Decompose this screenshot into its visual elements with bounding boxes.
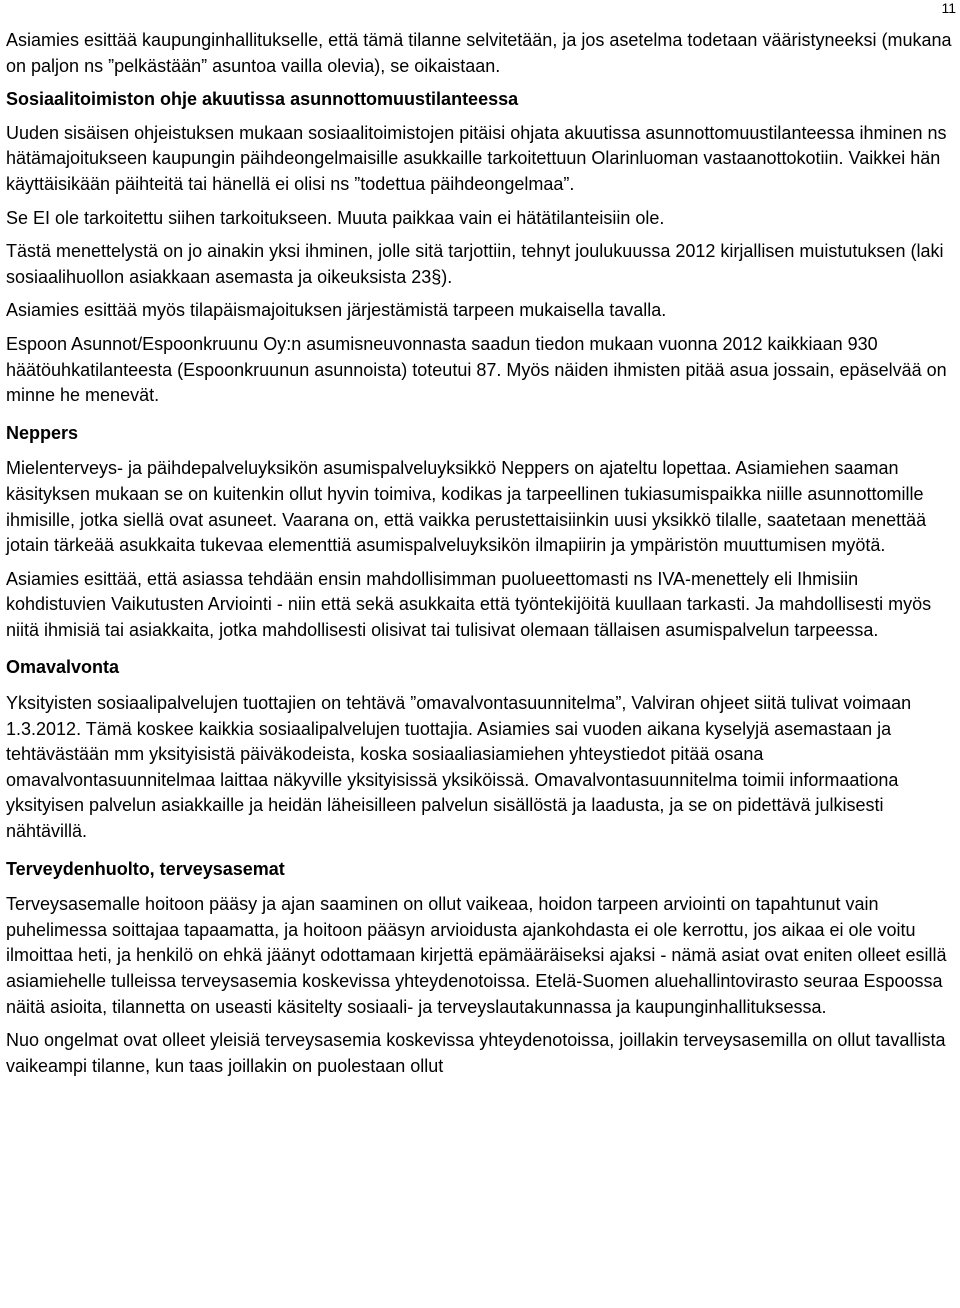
page-number: 11 — [941, 0, 956, 16]
paragraph: Asiamies esittää kaupunginhallitukselle, että tämä tilanne selvitetään, ja jos asetelma todetaan vääristyneeksi (mukana on paljon ns ”pelkästään” asuntoa vailla olevia), se oikaistaan. — [6, 30, 952, 76]
paragraph: Asiamies esittää myös tilapäismajoituksen järjestämistä tarpeen mukaisella tavalla. — [6, 300, 667, 321]
paragraph: Se EI ole tarkoitettu siihen tarkoitukseen. Muuta paikkaa vain ei hätätilanteisiin ole. — [6, 207, 665, 228]
section-heading: Omavalvonta — [6, 657, 120, 678]
paragraph: Yksityisten sosiaalipalvelujen tuottajien on tehtävä ”omavalvontasuunnitelma”, Valviran ohjeet siitä tulivat voimaan 1.3.2012. Tämä koskee kaikkia sosiaalipalvelujen tuottajia. Asiamies sai vuoden aikana kyselyjä asemastaan ja tehtävästään mm yksityisistä päiväkodeista, koska sosiaaliasiamiehen yhteystiedot pitää osana omavalvontasuunnitelmaa laittaa näkyville yksityisissä yksiköissä. Omavalvontasuunnitelma toimii informaationa yksityisen palvelun asiakkaille ja heidän läheisilleen palvelun sisällöstä ja laadusta, ja se on pidettävä julkisesti nähtävillä. — [6, 693, 912, 842]
section-heading: Neppers — [6, 422, 79, 443]
paragraph: Asiamies esittää, että asiassa tehdään ensin mahdollisimman puolueettomasti ns IVA-menettely eli Ihmisiin kohdistuvien Vaikutusten Arviointi - niin että sekä asukkaita että työntekijöitä kuullaan tarkasti. Ja mahdollisesti myös niitä ihmisiä tai asiakkaita, jotka mahdollisesti olisivat tai tulisivat olemaan tällaisen asumispalvelun tarpeessa. — [6, 568, 932, 640]
document-body — [6, 28, 956, 1087]
section-heading: Terveydenhuolto, terveysasemat — [6, 858, 285, 879]
paragraph: Mielenterveys- ja päihdepalveluyksikön asumispalveluyksikkö Neppers on ajateltu lopettaa. Asiamiehen saaman käsityksen mukaan se on kuitenkin ollut hyvin toimiva, kodikas ja tarpeellinen tukiasumispaikka niille asunnottomille ihmisille, jotka siellä ovat asuneet. Vaarana on, että vaikka perustettaisiinkin uusi yksikkö tilalle, saatetaan menettää jotain tärkeää asukkaita tukevaa elementtiä asumispalveluyksikön ilmapiirin ja ympäristön muuttumisen myötä. — [6, 458, 927, 556]
paragraph: Uuden sisäisen ohjeistuksen mukaan sosiaalitoimistojen pitäisi ohjata akuutissa asunnottomuustilanteessa ihminen ns hätämajoitukseen kaupungin päihdeongelmaisille asukkaille tarkoitettuun Olarinluoman vastaanottokotiin. Vaikkei hän käyttäisikään päihteitä tai hänellä ei olisi ns ”todettua päihdeongelmaa”. — [6, 122, 947, 194]
paragraph: Tästä menettelystä on jo ainakin yksi ihminen, jolle sitä tarjottiin, tehnyt joulukuussa 2012 kirjallisen muistutuksen (laki sosiaalihuollon asiakkaan asemasta ja oikeuksista 23§). — [6, 241, 944, 287]
section-heading: Sosiaalitoimiston ohje akuutissa asunnottomuustilanteessa — [6, 89, 519, 110]
paragraph: Espoon Asunnot/Espoonkruunu Oy:n asumisneuvonnasta saadun tiedon mukaan vuonna 2012 kaikkiaan 930 häätöuhkatilanteesta (Espoonkruunun asunnoista) toteutui 87. Myös näiden ihmisten pitää asua jossain, epäselvää on minne he menevät. — [6, 333, 947, 406]
paragraph: Terveysasemalle hoitoon pääsy ja ajan saaminen on ollut vaikeaa, hoidon tarpeen arviointi on tapahtunut vain puhelimessa soittajaa tapaamatta, ja hoitoon pääsyn arvioidusta ajankohdasta ei ole kerrottu, jos aikaa ei ole voitu ilmoittaa heti, ja henkilö on ehkä jäänyt odottamaan kirjettä epämääräiseksi ajaksi - nämä asiat ovat eniten olleet esillä asiamiehelle tulleissa terveysasemia koskevissa yhteydenotoissa. Etelä-Suomen aluehallintovirasto seuraa Espoossa näitä asioita, tilannetta on useasti käsitelty sosiaali- ja terveyslautakunnassa ja kaupunginhallituksessa. — [6, 894, 947, 1017]
paragraph: Nuo ongelmat ovat olleet yleisiä terveysasemia koskevissa yhteydenotoissa, joillakin terveysasemilla on ollut tavallista vaikeampi tilanne, kun taas joillakin on puolestaan ollut — [6, 1030, 946, 1076]
